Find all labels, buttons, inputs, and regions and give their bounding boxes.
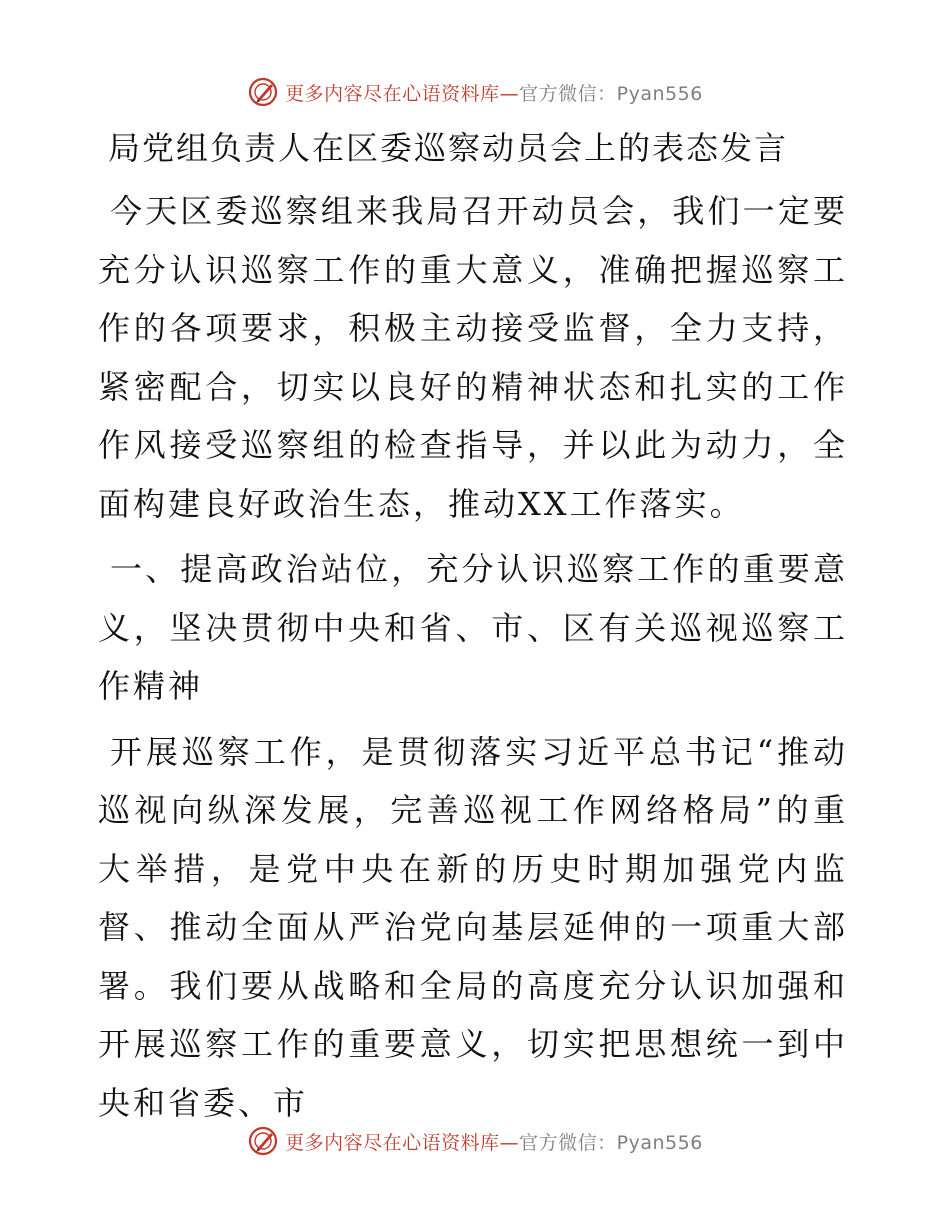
paragraph-section-heading: 一、提高政治站位，充分认识巡察工作的重要意义，坚决贯彻中央和省、市、区有关巡视巡察工作精神 (98, 550, 848, 705)
document-body (98, 124, 848, 1132)
banner-site-text: 更多内容尽在心语资料库— (285, 82, 520, 105)
document-title: 局党组负责人在区委巡察动员会上的表态发言 (108, 129, 789, 167)
banner-wechat-text: 官方微信：Pyan556 (519, 82, 703, 105)
footer-banner (0, 1121, 950, 1161)
circular-seal-with-pen-icon (247, 76, 279, 108)
header-banner (0, 72, 950, 112)
circular-seal-with-pen-icon (247, 1125, 279, 1157)
paragraph-section-body: 开展巡察工作，是贯彻落实习近平总书记“推动巡视向纵深发展，完善巡视工作网络格局”的重大举措，是党中央在新的历史时期加强党内监督、推动全面从严治党向基层延伸的一项重大部署。我们要从战略和全局的高度充分认识加强和开展巡察工作的重要意义，切实把思想统一到中央和省委、市 (98, 732, 848, 1122)
banner-site-text: 更多内容尽在心语资料库— (285, 1131, 520, 1154)
paragraph-intro: 今天区委巡察组来我局召开动员会，我们一定要充分认识巡察工作的重大意义，准确把握巡察工作的各项要求，积极主动接受监督，全力支持，紧密配合，切实以良好的精神状态和扎实的工作作风接受巡察组的检查指导，并以此为动力，全面构建良好政治生态，推动XX工作落实。 (98, 192, 848, 523)
banner-wechat-text: 官方微信：Pyan556 (519, 1131, 703, 1154)
